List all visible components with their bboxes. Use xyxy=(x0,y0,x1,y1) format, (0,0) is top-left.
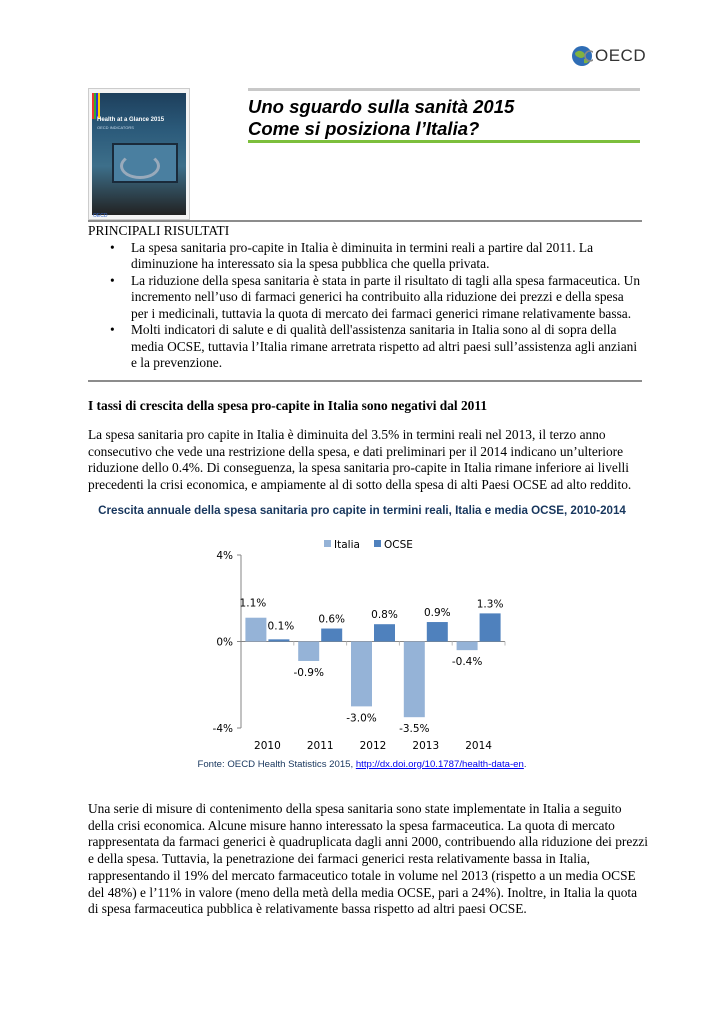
data-label: 0.6% xyxy=(318,613,346,626)
globe-icon xyxy=(571,45,593,67)
list-item: • Molti indicatori di salute e di qualità dell'assistenza sanitaria in Italia sono al di sopra della media OCSE, tuttavia l’Italia rimane arretrata rispetto ad altri paesi sull’assistenza agli anziani e la prevenzione. xyxy=(88,322,642,372)
document-title: Uno sguardo sulla sanità 2015 xyxy=(248,96,515,117)
x-tick-label: 2014 xyxy=(465,740,492,752)
cover-subtitle: OECD INDICATORS xyxy=(97,125,134,130)
bar-chart xyxy=(203,532,523,764)
bar-italia xyxy=(298,642,319,661)
publication-cover xyxy=(88,88,190,220)
paragraph: Una serie di misure di contenimento della spesa sanitaria sono state implementate in Italia a seguito della crisi economica. Alcune misure hanno interessato la spesa farmaceutica. La quota di mercato rappresentata da farmaci generici è quadruplicata dagli anni 2000, contribuendo alla riduzione dei prezzi e della spesa. Tuttavia, la penetrazione dei farmaci generici resta relativamente bassa in Italia, rappresentando il 19% del mercato farmaceutico totale in volume nel 2013 (rispetto a un media OCSE del 48%) e l’11% in valore (meno della metà della media OCSE, pari a 24%). Inoltre, in Italia la quota di spesa farmaceutica pubblica è relativamente bassa rispetto ad altri paesi OCSE. xyxy=(88,801,648,917)
x-tick-label: 2012 xyxy=(359,740,387,752)
data-label: 0.8% xyxy=(371,609,398,622)
y-tick-label: 4% xyxy=(216,550,233,562)
top-divider xyxy=(88,220,642,222)
chart-title: Crescita annuale della spesa sanitaria pro capite in termini reali, Italia e media OCSE, 2010-2014 xyxy=(98,504,626,517)
list-item: • La spesa sanitaria pro-capite in Italia è diminuita in termini reali a partire dal 2011. La diminuzione ha interessato sia la spesa pubblica che quella privata. xyxy=(88,240,642,273)
source-suffix: . xyxy=(523,759,527,770)
key-findings-list xyxy=(88,240,642,372)
bar-italia xyxy=(404,642,425,718)
document-subtitle: Come si posiziona l’Italia? xyxy=(248,118,480,139)
y-tick-label: -4% xyxy=(212,723,233,735)
data-label: 0.1% xyxy=(267,620,295,633)
cover-artwork xyxy=(92,93,186,215)
bar-italia xyxy=(351,642,372,707)
data-label: 1.3% xyxy=(476,598,504,611)
key-findings-heading: PRINCIPALI RISULTATI xyxy=(88,223,230,238)
data-label: 0.9% xyxy=(423,607,451,620)
bar-italia xyxy=(457,642,478,651)
legend-swatch xyxy=(374,540,381,547)
bar-ocse xyxy=(321,629,342,642)
x-tick-label: 2010 xyxy=(254,740,281,752)
data-label: -0.9% xyxy=(293,666,324,679)
legend-label: OCSE xyxy=(384,539,413,551)
bottom-divider xyxy=(88,380,642,382)
data-label: -0.4% xyxy=(451,656,483,669)
x-tick-label: 2013 xyxy=(412,740,440,752)
chart-source xyxy=(88,759,636,770)
stethoscope-icon xyxy=(120,153,160,179)
legend-label: Italia xyxy=(334,539,360,551)
x-tick-label: 2011 xyxy=(306,740,334,752)
bar-ocse xyxy=(268,639,289,641)
bar-ocse xyxy=(374,624,395,641)
bar-ocse xyxy=(427,622,448,641)
data-label: -3.5% xyxy=(399,723,430,736)
source-text: Fonte: OECD Health Statistics 2015, xyxy=(197,759,356,770)
oecd-logo xyxy=(571,44,661,68)
legend-swatch xyxy=(324,540,331,547)
logo-text: OECD xyxy=(595,46,647,65)
chart-canvas xyxy=(203,532,523,764)
cover-stripe xyxy=(92,93,100,119)
data-label: -3.0% xyxy=(346,712,377,725)
paragraph: La spesa sanitaria pro capite in Italia è diminuita del 3.5% in termini reali nel 2013, il terzo anno consecutivo che vede una restrizione della spesa, e dati preliminari per il 2014 indicano un’ulteriore riduzione dello 0.4%. Di conseguenza, la spesa sanitaria pro-capite in Italia rimane inferiore ai livelli precedenti la crisi economica, e ampiamente al di sotto della spesa di alti Paesi OCSE ad alto reddito. xyxy=(88,427,632,493)
source-link[interactable]: http://dx.doi.org/10.1787/health-data-en xyxy=(355,759,524,770)
key-findings xyxy=(88,223,642,372)
data-label: 1.1% xyxy=(239,597,267,610)
bar-italia xyxy=(245,618,266,642)
bar-ocse xyxy=(480,613,501,641)
cover-publisher: OECD xyxy=(93,213,108,219)
document-title-box xyxy=(248,88,640,143)
section-heading: I tassi di crescita della spesa pro-capite in Italia sono negativi dal 2011 xyxy=(88,398,488,413)
cover-title: Health at a Glance 2015 xyxy=(97,117,165,123)
list-item: • La riduzione della spesa sanitaria è stata in parte il risultato di tagli alla spesa farmaceutica. Un incremento nell’uso di farmaci generici ha contribuito alla riduzione dei prezzi e della spesa per i medicinali, tuttavia la quota di mercato dei farmaci generici rimane relativamente bassa. xyxy=(88,273,642,323)
y-tick-label: 0% xyxy=(216,636,233,649)
